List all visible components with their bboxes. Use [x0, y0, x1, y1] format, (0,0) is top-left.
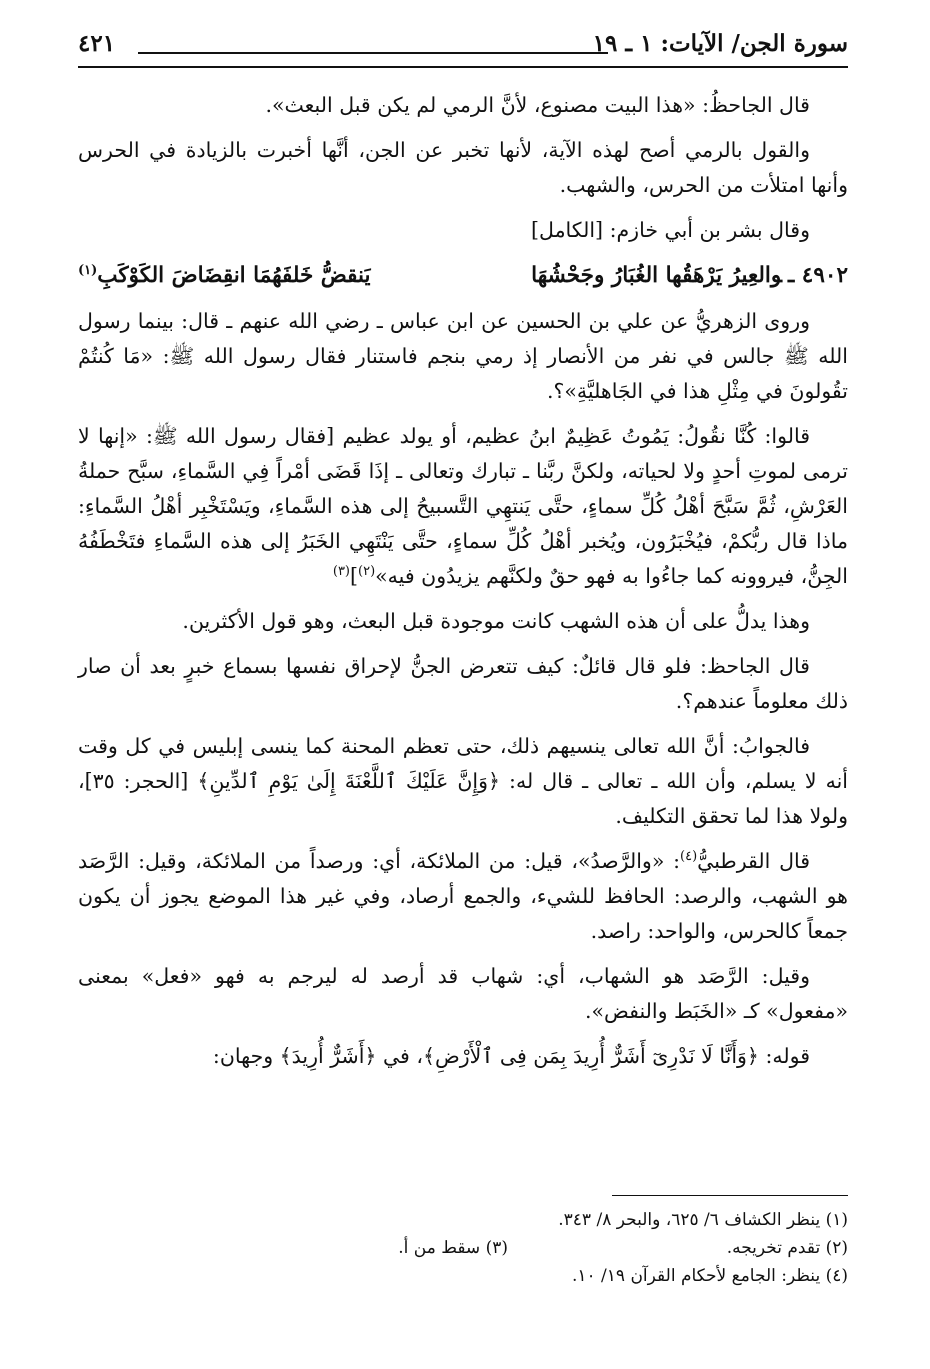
- paragraph-jahiz: قال الجاحظُ: «هذا البيت مصنوع، لأنَّ الرمي لم يكن قبل البعث».: [265, 93, 810, 117]
- footnote-4: (٤) ينظر: الجامع لأحكام القرآن ١٩/ ١٠.: [571, 1266, 848, 1286]
- qurtubi-start: قال القرطبيُّ: [697, 849, 811, 873]
- verse-number: ٤٩٠٢ ـ: [788, 263, 848, 288]
- close-bracket: ]: [350, 564, 358, 588]
- footnote-ref: (٤): [680, 849, 698, 865]
- header-rule: [138, 52, 608, 54]
- paragraph-rami: والقول بالرمي أصح لهذه الآية، لأنها تخبر عن الجن، أنَّها أخبرت بالزيادة في الحرس وأنها امتلأت من الحرس، والشهب.: [78, 138, 848, 197]
- paragraph-shuhub: وهذا يدلُّ على أن هذه الشهب كانت موجودة قبل البعث، وهو قول الأكثرين.: [182, 609, 810, 633]
- footnote: [78, 1206, 848, 1234]
- hemistich-1: والعِيرُ يَرْهَقُها الغُبَارُ وجَحْشُهَا: [531, 263, 782, 288]
- paragraph-answer: فالجوابُ: أنَّ الله تعالى ينسيهم ذلك، حتى تعظم المحنة كما ينسى إبليس في كل وقت أنه لا يسلم، وأن الله ـ تعالى ـ قال له: ﴿وَإِنَّ عَلَيْكَ ٱللَّعْنَةَ إِلَىٰ يَوْمِ ٱلدِّينِ﴾ [الحجر: ٣٥]، ولولا هذا لما تحقق التكليف.: [78, 734, 848, 828]
- footnotes: [78, 1195, 848, 1290]
- paragraph-question: قال الجاحظ: فلو قال قائلٌ: كيف تتعرض الجنُّ لإحراق نفسها بسماع خبرٍ بعد أن صار ذلك معلوماً عندهم؟.: [78, 654, 848, 713]
- paragraph-verse: قوله: ﴿وَأَنَّا لَا نَدْرِىٓ أَشَرٌّ أُرِيدَ بِمَن فِى ٱلْأَرْضِ﴾، في ﴿أَشَرٌّ أُرِيدَ﴾ وجهان:: [212, 1044, 810, 1068]
- hadith-text: قالوا: كُنَّا نقُولُ: يَمُوتُ عَظِيمٌ ابنُ عظيم، أو يولد عظيم [فقال رسول الله ﷺ: «إنها لا ترمى لموتِ أحدٍ ولا لحياته، ولكنَّ ربَّنا ـ تبارك وتعالى ـ إذَا قَضَى أمْراً فِي السَّماءِ، سبَّح حملةُ العَرْشِ، ثُمَّ سَبَّحَ أهْلُ كُلِّ سماءٍ، حتَّى يَنتهِي التَّسبيحُ إلى هذه السَّماءِ، ويَسْتَخْبِر أهْلُ السَّماءِ: ماذا قال ربُّكمْ، فيُخْبَرُون، ويُخبر أهْلُ كُلِّ سماءٍ، حتَّى يَنْتَهِي الخَبَرُ إلى هذه السَّماءِ فتَخْطَفُهُ الجِنُّ، فيروونه كما جاءُوا به فهو حقٌ ولكنَّهم يزيدُون فيه»: [78, 424, 848, 588]
- footnote-ref: (٣): [332, 564, 350, 580]
- poem-verse: [78, 258, 848, 294]
- footnote-2: (٢) تقدم تخريجه.: [726, 1238, 848, 1258]
- poem-first-half: [531, 258, 848, 294]
- paragraph-shihab: وقيل: الرَّصَد هو الشهاب، أي: شهاب قد أرصد له ليرجم به فهو «فعل» بمعنى «مفعول» كـ «الخَبَط والنفض».: [78, 964, 848, 1023]
- page: [78, 22, 848, 1084]
- page-number: ٤٢١: [78, 30, 116, 57]
- running-title: سورة الجن/ الآيات: ١ ـ ١٩: [592, 30, 848, 57]
- footnote-3: (٣) سقط من أ.: [398, 1238, 508, 1258]
- hemistich-2: يَنقضُّ خَلفَهُمَا انقِضَاضَ الكَوْكَبِ: [97, 263, 371, 288]
- paragraph-hadith: [78, 419, 848, 594]
- paragraph-qurtubi: [78, 844, 848, 949]
- poem-second-half: [78, 258, 371, 294]
- footnote: [78, 1234, 848, 1262]
- footnote-ref: (٢): [358, 564, 376, 580]
- footnote: [78, 1262, 848, 1290]
- footnote-rule: [612, 1195, 848, 1196]
- footnote-1: (١) ينظر الكشاف ٦/ ٦٢٥، والبحر ٨/ ٣٤٣.: [558, 1210, 848, 1230]
- qurtubi-rest: : «والرَّصدُ»، قيل: من الملائكة، أي: ورصداً من الملائكة، وقيل: الرَّصَد هو الشهب، والرصد: الحافظ للشيء، والجمع أرصاد، وفي غير هذا الموضع يجوز أن يكون جمعاً كالحرس، والواحد: راصد.: [78, 849, 848, 943]
- footnote-ref: (١): [78, 262, 98, 278]
- paragraph-zuhri: وروى الزهريُّ عن علي بن الحسين عن ابن عباس ـ رضي الله عنهم ـ قال: بينما رسول الله ﷺ جالس في نفر من الأنصار إذ رمي بنجم فاستنار فقال رسول الله ﷺ: «مَا كُنتُمْ تقُولونَ في مِثْلِ هذا في الجَاهليَّةِ»؟.: [78, 309, 848, 403]
- paragraph-bishr: وقال بشر بن أبي خازم: [الكامل]: [531, 218, 810, 242]
- page-body: [78, 88, 848, 1074]
- page-header: [78, 22, 848, 68]
